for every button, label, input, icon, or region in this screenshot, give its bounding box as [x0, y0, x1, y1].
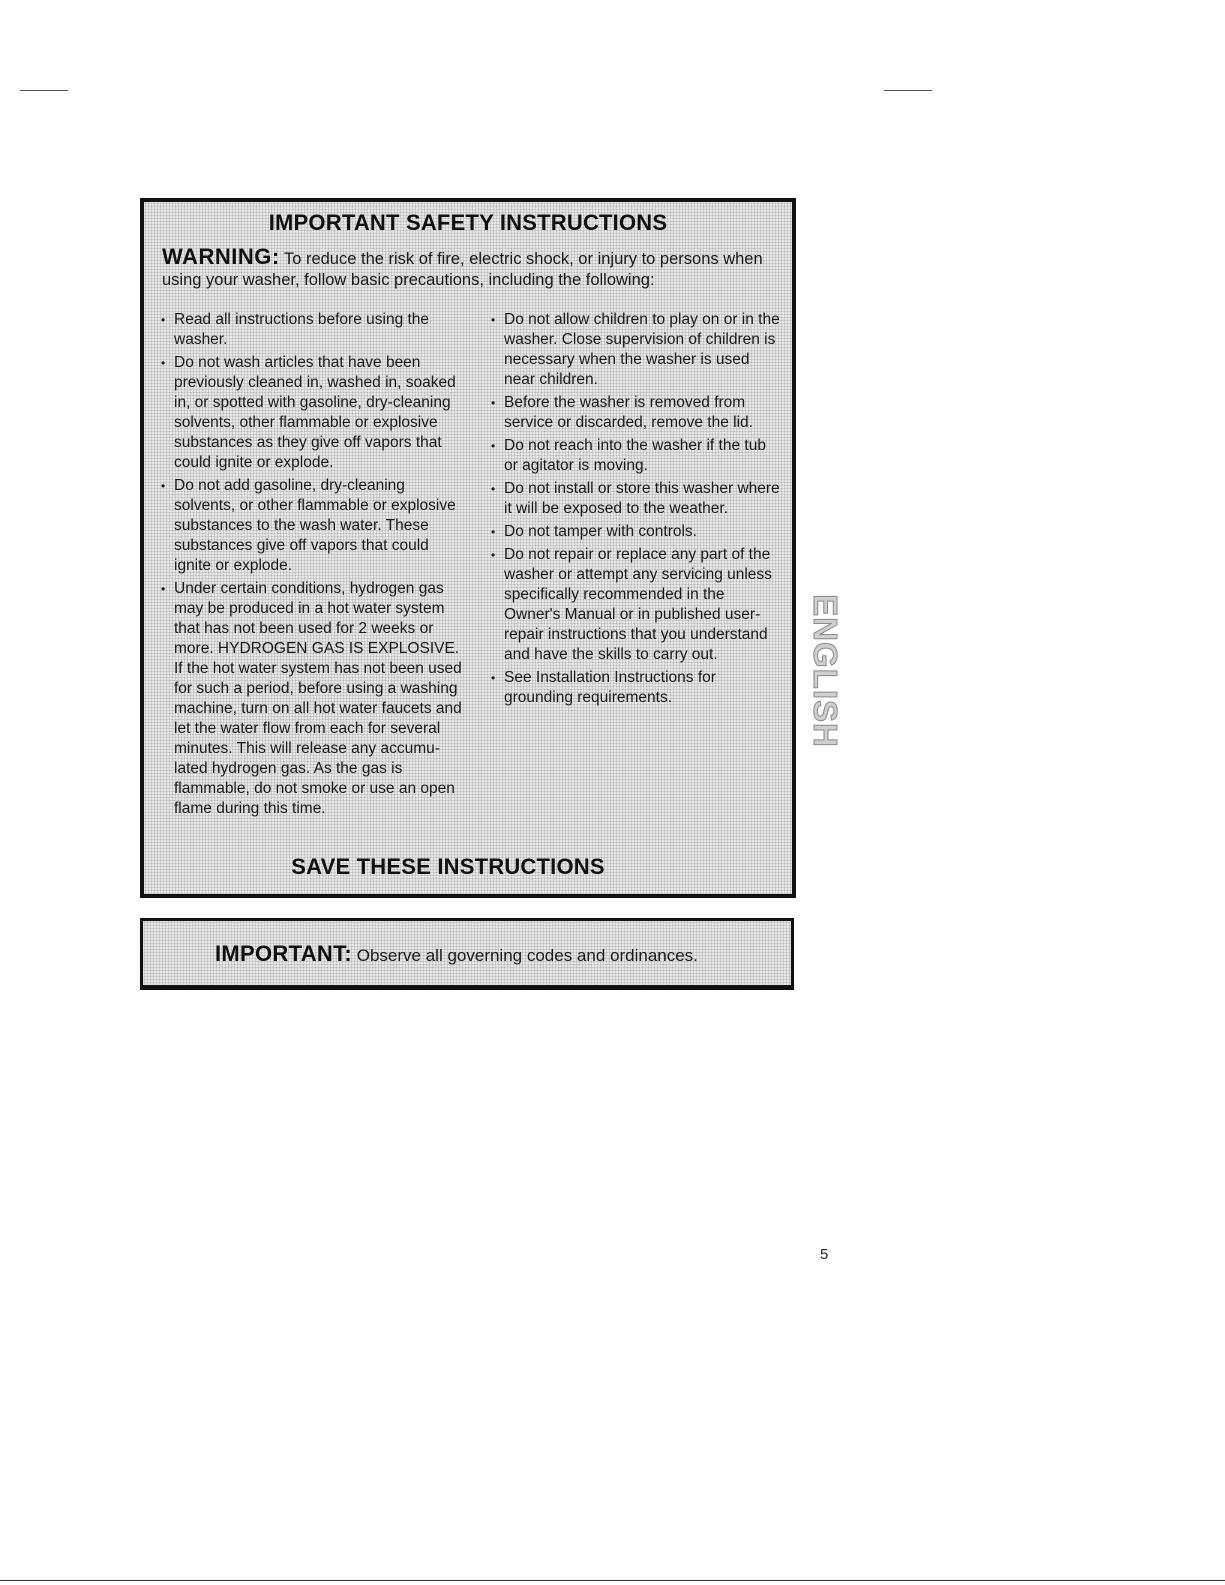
important-notice-box	[140, 918, 794, 990]
list-item: • Do not allow children to play on or in the washer. Close supervision of children is necessary when the washer is used near children.	[490, 310, 782, 390]
warning-text: To reduce the risk of fire, electric shock, or injury to persons when using your washer, follow basic precautions, including the following:	[162, 250, 763, 289]
crop-mark-right	[884, 90, 932, 91]
save-instructions-title: SAVE THESE INSTRUCTIONS	[291, 854, 605, 879]
important-label: IMPORTANT:	[215, 941, 353, 966]
list-item: • Under certain conditions, hydrogen gas may be produced in a hot water system that has not been used for 2 weeks or more. HYDROGEN GAS IS EXPLOSIVE. If the hot water system has not been used for such a period, before using a washing machine, turn on all hot water faucets and let the water flow from each for several minutes. This will release any accumu-lated hydrogen gas. As the gas is flammable, do not smoke or use an open flame during this time.	[160, 579, 470, 819]
list-item: • Before the washer is removed from service or discarded, remove the lid.	[490, 393, 782, 433]
right-precautions-list	[490, 310, 782, 711]
crop-mark-left	[20, 90, 68, 91]
warning-label: WARNING:	[162, 244, 280, 269]
safety-instructions-box	[140, 198, 796, 898]
list-item: • Do not tamper with controls.	[490, 522, 782, 542]
language-tab	[808, 580, 842, 762]
list-item: • Do not wash articles that have been previously cleaned in, washed in, soaked in, or spotted with gasoline, dry-cleaning solvents, other flammable or explosive substances as they give off vapors that could ignite or explode.	[160, 353, 470, 473]
important-notice	[215, 941, 698, 967]
list-item: • See Installation Instructions for grounding requirements.	[490, 668, 782, 708]
warning-paragraph	[162, 246, 774, 291]
list-item: • Do not install or store this washer where it will be exposed to the weather.	[490, 479, 782, 519]
list-item: • Read all instructions before using the washer.	[160, 310, 470, 350]
left-precautions-list	[160, 310, 470, 822]
important-text: Observe all governing codes and ordinances.	[352, 946, 698, 965]
language-tab-label: ENGLISH	[807, 594, 844, 748]
list-item: • Do not add gasoline, dry-cleaning solvents, or other flammable or explosive substances to the wash water. These substances give off vapors that could ignite or explode.	[160, 476, 470, 576]
list-item: • Do not repair or replace any part of the washer or attempt any servicing unless specifically recommended in the Owner's Manual or in published user-repair instructions that you understand and have the skills to carry out.	[490, 545, 782, 665]
page-number: 5	[820, 1246, 829, 1263]
bottom-divider	[0, 1580, 1225, 1581]
list-item: • Do not reach into the washer if the tub or agitator is moving.	[490, 436, 782, 476]
safety-title: IMPORTANT SAFETY INSTRUCTIONS	[268, 210, 668, 235]
